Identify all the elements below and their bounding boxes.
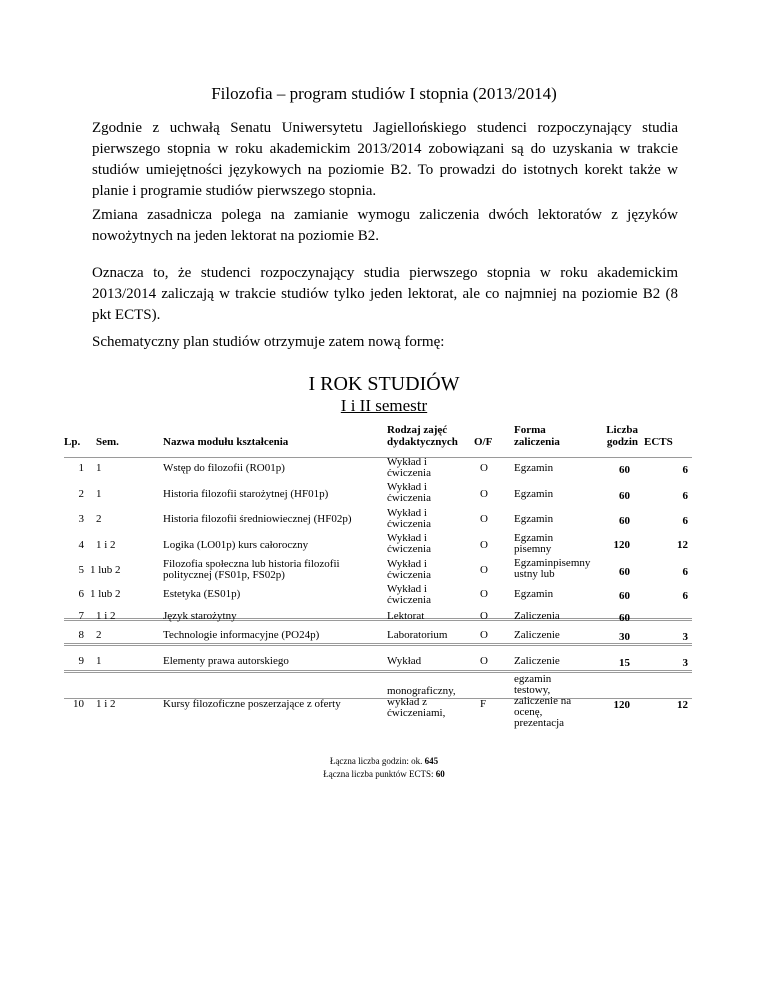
cell-module-name: Historia filozofii średniowiecznej (HF02p) (163, 513, 352, 525)
row-divider (64, 457, 692, 458)
cell-hours: 60 (619, 515, 630, 527)
cell-hours: 60 (619, 566, 630, 578)
cell-class-type: Wykład (387, 655, 422, 667)
total-ects-value: 60 (435, 769, 445, 779)
cell-lp: 7 (78, 610, 84, 622)
cell-lp: 4 (78, 539, 84, 551)
cell-class-type: Lektorat (387, 610, 425, 622)
cell-lp: 10 (73, 698, 84, 710)
cell-sem: 1 lub 2 (90, 588, 121, 600)
header-form: Forma zaliczenia (514, 424, 560, 448)
cell-module-name: Historia filozofii starożytnej (HF01p) (163, 488, 329, 500)
cell-form: Zaliczenie (514, 629, 560, 641)
cell-class-type: Wykład i ćwiczenia (387, 481, 431, 504)
header-class-type: Rodzaj zajęć dydaktycznych (387, 424, 458, 448)
plan-intro-paragraph: Schematyczny plan studiów otrzymuje zatem nową formę: (92, 334, 445, 350)
cell-ects: 6 (682, 590, 688, 602)
cell-form: Egzamin pisemny (514, 532, 554, 555)
cell-sem: 1 i 2 (96, 698, 116, 710)
cell-hours: 60 (619, 464, 630, 476)
cell-of: O (480, 655, 488, 667)
cell-of: F (480, 698, 487, 710)
cell-sem: 1 i 2 (96, 539, 116, 551)
cell-form: Egzaminpisemny ustny lub (514, 557, 591, 580)
cell-module-name: Kursy filozoficzne poszerzające z oferty (163, 698, 341, 710)
cell-class-type: Wykład i ćwiczenia (387, 456, 431, 479)
cell-ects: 3 (682, 657, 688, 669)
cell-module-name: Filozofia społeczna lub historia filozofii politycznej (FS01p, FS02p) (163, 558, 340, 581)
cell-class-type: Wykład i ćwiczenia (387, 507, 431, 530)
row-divider (64, 643, 692, 644)
header-of: O/F (474, 436, 493, 448)
total-ects (0, 769, 768, 779)
row-divider (64, 670, 692, 671)
total-hours-label: Łączna liczba godzin: ok. (329, 756, 423, 766)
row-divider (64, 645, 692, 646)
cell-of: O (480, 564, 488, 576)
cell-sem: 1 (96, 655, 102, 667)
header-ects: ECTS (644, 436, 673, 448)
cell-of: O (480, 629, 488, 641)
cell-hours: 60 (619, 490, 630, 502)
cell-sem: 2 (96, 629, 102, 641)
cell-hours: 15 (619, 657, 630, 669)
cell-of: O (480, 488, 488, 500)
row-divider (64, 672, 692, 673)
cell-sem: 1 (96, 462, 102, 474)
cell-form: Egzamin (514, 588, 554, 600)
cell-form: Egzamin (514, 513, 554, 525)
cell-sem: 1 (96, 488, 102, 500)
section-subtitle: I i II semestr (340, 396, 428, 415)
cell-hours: 30 (619, 631, 630, 643)
cell-of: O (480, 462, 488, 474)
cell-form: Egzamin (514, 488, 554, 500)
cell-form: Zaliczenie (514, 655, 560, 667)
cell-sem: 1 i 2 (96, 610, 116, 622)
total-hours (0, 756, 768, 766)
cell-form: egzamin testowy, zaliczenie na ocenę, prezentacja (514, 673, 572, 729)
cell-of: O (480, 588, 488, 600)
cell-ects: 6 (682, 464, 688, 476)
cell-sem: 2 (96, 513, 102, 525)
cell-ects: 6 (682, 515, 688, 527)
cell-module-name: Estetyka (ES01p) (163, 588, 241, 600)
cell-form: Egzamin (514, 462, 554, 474)
cell-hours: 120 (613, 699, 630, 711)
cell-of: O (480, 513, 488, 525)
cell-lp: 5 (78, 564, 84, 576)
cell-class-type: Wykład i ćwiczenia (387, 558, 431, 581)
cell-of: O (480, 610, 488, 622)
cell-lp: 9 (78, 655, 84, 667)
cell-module-name: Wstęp do filozofii (RO01p) (163, 462, 285, 474)
cell-class-type: Wykład i ćwiczenia (387, 532, 431, 555)
cell-lp: 8 (78, 629, 84, 641)
cell-ects: 12 (677, 539, 688, 551)
cell-hours: 120 (613, 539, 630, 551)
cell-lp: 3 (78, 513, 84, 525)
total-hours-value: 645 (424, 756, 439, 766)
cell-class-type: monograficzny, wykład z ćwiczeniami, (387, 685, 456, 719)
cell-module-name: Język starożytny (163, 610, 237, 622)
cell-lp: 1 (78, 462, 84, 474)
total-ects-label: Łączna liczba punktów ECTS: (323, 769, 434, 779)
header-lp: Lp. (64, 436, 81, 448)
cell-lp: 6 (78, 588, 84, 600)
header-sem: Sem. (96, 436, 119, 448)
cell-hours: 60 (619, 590, 630, 602)
cell-class-type: Wykład i ćwiczenia (387, 583, 431, 606)
cell-ects: 6 (682, 490, 688, 502)
meaning-paragraph: Oznacza to, że studenci rozpoczynający studia pierwszego stopnia w roku akademickim 2013/2014 zaliczają w trakcie studiów tylko jeden lektorat, ale co najmniej na poziomie B2 (8 pkt ECTS). (92, 265, 678, 323)
cell-class-type: Laboratorium (387, 629, 448, 641)
page-title: Filozofia – program studiów I stopnia (2013/2014) (211, 84, 557, 103)
cell-module-name: Logika (LO01p) kurs całoroczny (163, 539, 309, 551)
header-hours: Liczba godzin (606, 424, 638, 448)
section-title: I ROK STUDIÓW (308, 373, 460, 395)
cell-ects: 6 (682, 566, 688, 578)
cell-form: Zaliczenia (514, 610, 560, 622)
cell-module-name: Elementy prawa autorskiego (163, 655, 289, 667)
cell-ects: 3 (682, 631, 688, 643)
cell-module-name: Technologie informacyjne (PO24p) (163, 629, 320, 641)
cell-lp: 2 (78, 488, 84, 500)
change-paragraph: Zmiana zasadnicza polega na zamianie wymogu zaliczenia dwóch lektoratów z języków nowożytnych na jeden lektorat na poziomie B2. (92, 207, 678, 244)
header-module-name: Nazwa modułu kształcenia (163, 436, 289, 448)
cell-ects: 12 (677, 699, 688, 711)
intro-paragraph: Zgodnie z uchwałą Senatu Uniwersytetu Jagiellońskiego studenci rozpoczynający studia pierwszego stopnia w roku akademickim 2013/2014 zobowiązani są do uzyskania w trakcie studiów umiejętności językowych na poziomie B2. To prowadzi do istotnych korekt także w planie i programie studiów pierwszego stopnia. (92, 120, 678, 199)
cell-of: O (480, 539, 488, 551)
cell-sem: 1 lub 2 (90, 564, 121, 576)
cell-hours: 60 (619, 612, 630, 624)
